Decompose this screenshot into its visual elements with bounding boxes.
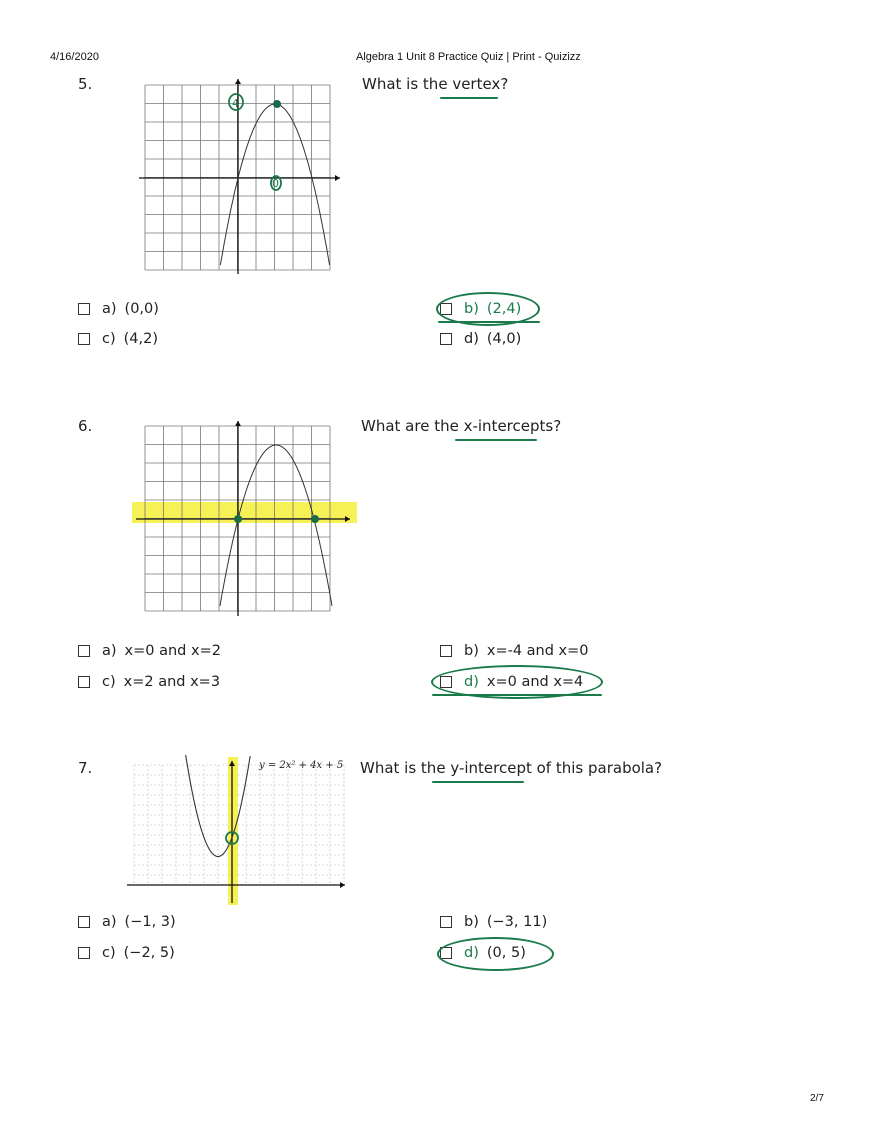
answer-circle <box>437 937 554 971</box>
question-7-graph <box>125 755 350 905</box>
checkbox[interactable] <box>78 645 90 657</box>
answer-underline <box>432 694 602 696</box>
option-c[interactable] <box>78 945 175 961</box>
prompt-text: What is the <box>362 75 453 93</box>
graph-equation: y = 2x² + 4x + 5 <box>259 760 344 771</box>
option-text: x=0 and x=2 <box>124 643 221 659</box>
keyword-underline <box>455 439 537 441</box>
option-letter: d) <box>464 674 479 690</box>
prompt-text: of this parabola? <box>531 759 663 777</box>
checkbox[interactable] <box>78 916 90 928</box>
option-text: (4,0) <box>486 331 522 347</box>
y-axis-arrow <box>235 421 241 426</box>
handwritten-label-zero: 0 <box>272 177 279 190</box>
option-text: x=0 and x=4 <box>486 674 584 690</box>
option-c[interactable] <box>78 674 220 690</box>
x-axis-arrow <box>335 175 340 181</box>
question-6-graph <box>132 418 357 618</box>
prompt-keyword: vertex? <box>452 75 509 93</box>
checkbox[interactable] <box>78 333 90 345</box>
keyword-underline <box>440 97 498 99</box>
option-letter: d) <box>464 331 479 347</box>
x-intercept-point <box>311 515 319 523</box>
option-letter: b) <box>464 914 479 930</box>
option-letter: a) <box>102 301 117 317</box>
option-text: (0, 5) <box>486 945 526 961</box>
parabola-curve <box>185 755 250 857</box>
page-title: Algebra 1 Unit 8 Practice Quiz | Print - Quizizz <box>356 51 581 63</box>
option-text: (0,0) <box>124 301 159 317</box>
checkbox[interactable] <box>78 303 90 315</box>
option-letter: a) <box>102 643 117 659</box>
option-b[interactable] <box>440 914 547 930</box>
x-intercept-point <box>234 515 242 523</box>
prompt-keyword: y-intercept <box>450 759 532 777</box>
checkbox[interactable] <box>440 916 452 928</box>
option-text: x=-4 and x=0 <box>486 643 589 659</box>
question-5-prompt <box>362 75 508 93</box>
vertex-point <box>273 100 281 108</box>
x-axis-highlight <box>132 502 357 523</box>
option-a[interactable] <box>78 301 159 317</box>
prompt-text: What is the <box>360 759 451 777</box>
checkbox[interactable] <box>440 645 452 657</box>
page-number: 2/7 <box>810 1093 824 1104</box>
question-number: 5. <box>78 75 93 93</box>
y-axis-highlight <box>228 757 238 905</box>
option-letter: c) <box>102 674 116 690</box>
option-letter: a) <box>102 914 117 930</box>
option-text: (−2, 5) <box>123 945 175 961</box>
question-number: 7. <box>78 759 93 777</box>
keyword-underline <box>432 781 524 783</box>
question-number: 6. <box>78 417 93 435</box>
y-axis-arrow <box>235 79 241 84</box>
option-a[interactable] <box>78 914 176 930</box>
prompt-keyword: x-intercepts? <box>463 417 562 435</box>
option-text: (2,4) <box>486 301 522 317</box>
option-text: (4,2) <box>123 331 159 347</box>
option-a[interactable] <box>78 643 221 659</box>
option-letter: b) <box>464 643 479 659</box>
option-d[interactable] <box>440 331 521 347</box>
option-letter: c) <box>102 945 116 961</box>
option-letter: c) <box>102 331 116 347</box>
option-text: x=2 and x=3 <box>123 674 221 690</box>
question-5-graph <box>136 76 346 276</box>
question-6-prompt <box>361 417 561 435</box>
checkbox[interactable] <box>440 333 452 345</box>
option-letter: b) <box>464 301 479 317</box>
handwritten-label-four: 4 <box>232 97 239 110</box>
prompt-text: What are the <box>361 417 464 435</box>
option-b[interactable] <box>440 643 589 659</box>
question-7-prompt <box>360 759 662 777</box>
print-date: 4/16/2020 <box>50 51 99 63</box>
checkbox[interactable] <box>78 676 90 688</box>
option-text: (−1, 3) <box>124 914 176 930</box>
answer-underline <box>438 321 540 323</box>
option-c[interactable] <box>78 331 158 347</box>
checkbox[interactable] <box>78 947 90 959</box>
option-text: (−3, 11) <box>486 914 548 930</box>
option-letter: d) <box>464 945 479 961</box>
parabola-curve <box>220 445 332 606</box>
